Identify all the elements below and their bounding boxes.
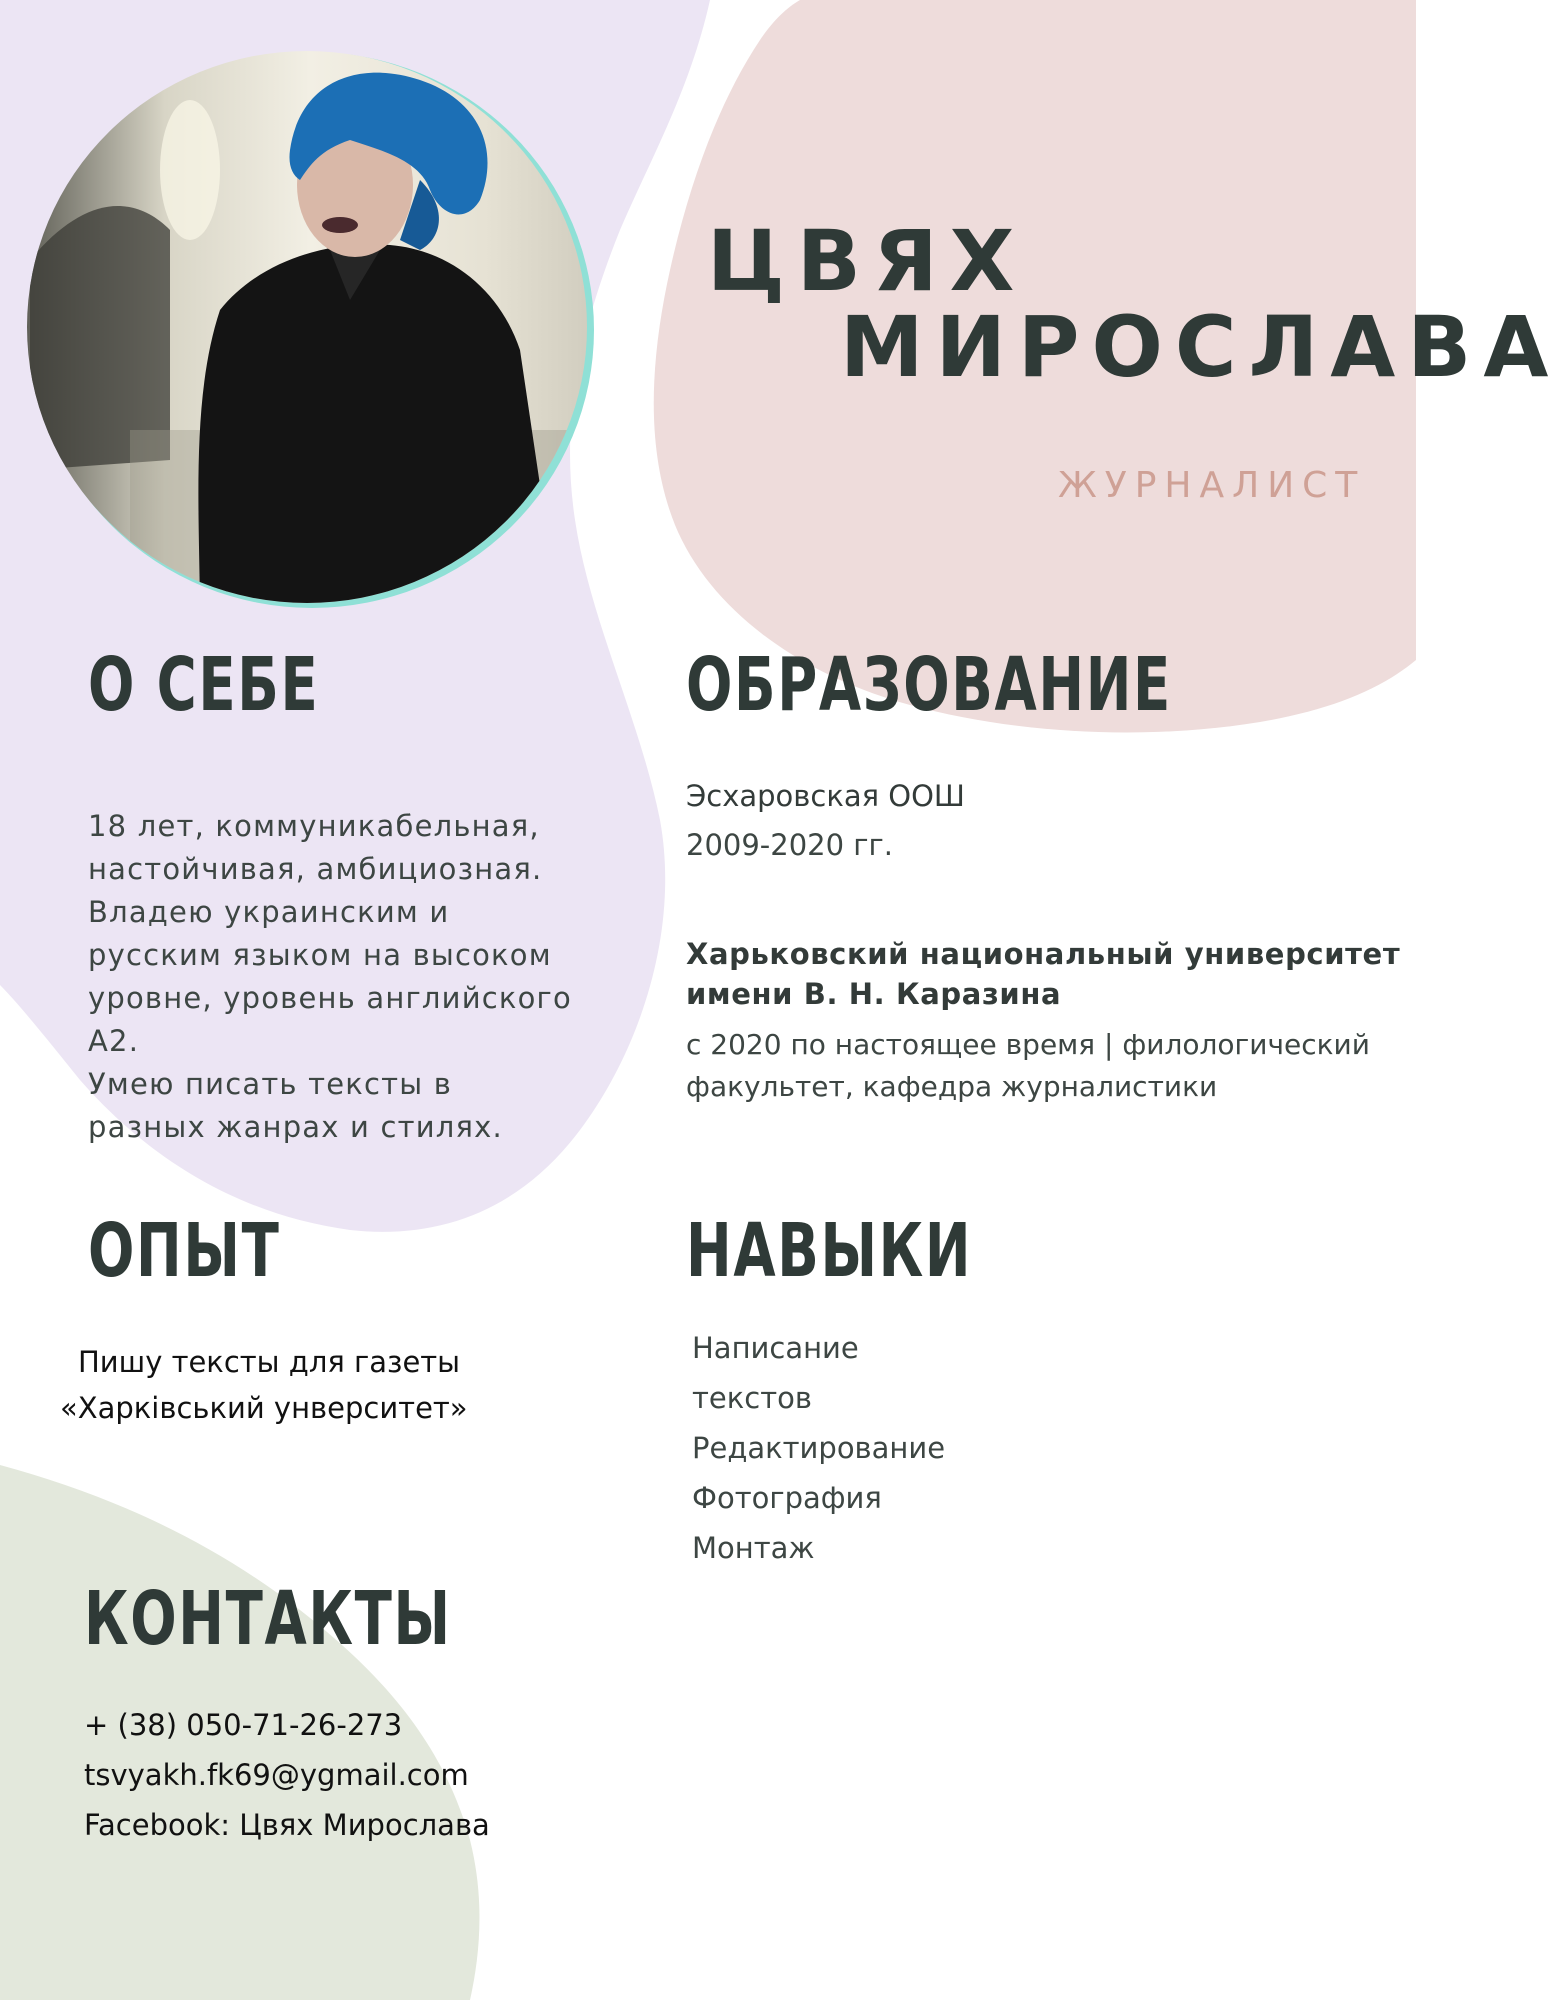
contact-facebook[interactable]: Facebook: Цвях Мирослава xyxy=(84,1808,490,1842)
education-school-2-line2: имени В. Н. Каразина xyxy=(686,977,1062,1011)
experience-line-1: Пишу тексты для газеты xyxy=(78,1345,461,1379)
contact-email[interactable]: tsvyakh.fk69@ygmail.com xyxy=(84,1758,469,1792)
last-name: ЦВЯХ xyxy=(707,212,1027,310)
skill-item: текстов xyxy=(692,1381,812,1415)
education-detail-2-line1: с 2020 по настоящее время | филологический xyxy=(686,1028,1370,1061)
about-text: 18 лет, коммуникабельная, настойчивая, амбициозная. Владею украинским и русским языком на высоком уровне, уровень английского А2. Умею писать тексты в разных жанрах и стилях. xyxy=(88,809,572,1144)
education-heading: ОБРАЗОВАНИЕ xyxy=(686,642,1173,728)
contact-phone[interactable]: + (38) 050-71-26-273 xyxy=(84,1708,403,1742)
education-period-1: 2009-2020 гг. xyxy=(686,828,893,862)
job-title: ЖУРНАЛИСТ xyxy=(1058,465,1366,506)
skills-heading: НАВЫКИ xyxy=(686,1208,973,1294)
education-school-1: Эсхаровская ООШ xyxy=(686,779,965,813)
first-name: МИРОСЛАВА xyxy=(840,298,1560,396)
contacts-heading: КОНТАКТЫ xyxy=(84,1576,452,1662)
skill-item: Написание xyxy=(692,1331,859,1365)
education-school-2-line1: Харьковский национальный университет xyxy=(686,937,1401,971)
experience-heading: ОПЫТ xyxy=(88,1208,281,1294)
experience-line-2: «Харківський унверситет» xyxy=(60,1391,468,1425)
skill-item: Фотография xyxy=(692,1481,882,1515)
skill-item: Редактирование xyxy=(692,1431,946,1465)
skill-item: Монтаж xyxy=(692,1531,815,1565)
education-detail-2-line2: факультет, кафедра журналистики xyxy=(686,1070,1218,1103)
about-heading: О СЕБЕ xyxy=(88,642,320,728)
